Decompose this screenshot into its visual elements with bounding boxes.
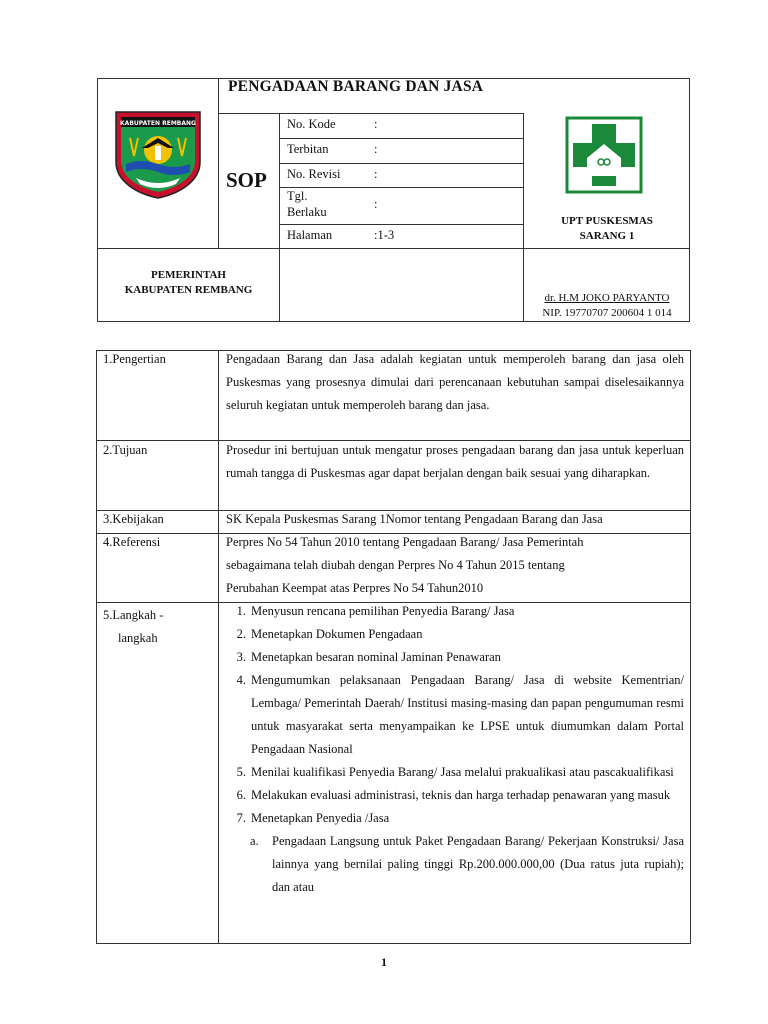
langkah-label-line-2: langkah [118, 631, 158, 645]
step-text: Menetapkan besaran nominal Jaminan Penawaran [251, 650, 501, 664]
list-item [226, 807, 684, 830]
pemerintah-label [97, 268, 280, 298]
signatory-nip: NIP. 19770707 200604 1 014 [542, 307, 672, 319]
list-item [226, 600, 684, 623]
sub-step-text: Pengadaan Langsung untuk Paket Pengadaan Barang/ Pekerjaan Konstruksi/ Jasa lainnya yang bernilai paling tinggi Rp.200.000.000,00 (Dua ratus juta rupiah); dan atau [272, 834, 684, 894]
list-item [226, 646, 684, 669]
field-colon-terbitan: : [374, 142, 378, 156]
langkah-label-line-1: 5.Langkah - [103, 608, 164, 622]
step-number: 2. [236, 627, 246, 641]
sop-label: SOP [226, 168, 267, 192]
sub-step-letter: a. [250, 834, 259, 848]
field-colon-berlaku: : [374, 197, 378, 211]
page-number: 1 [381, 955, 387, 969]
row-label-tujuan: 2.Tujuan [103, 443, 148, 457]
field-label-terbitan: Terbitan [287, 142, 329, 156]
signatory [524, 291, 690, 321]
field-colon-no-kode: : [374, 117, 378, 131]
step-text: Menyusun rencana pemilihan Penyedia Barang/ Jasa [251, 604, 515, 618]
step-number: 7. [236, 811, 246, 825]
row-label-langkah [103, 604, 163, 650]
referensi-line-2: sebagaimana telah diubah dengan Perpres No 4 Tahun 2015 tentang [226, 558, 565, 572]
field-label-no-revisi: No. Revisi [287, 167, 341, 181]
row-text-tujuan: Prosedur ini bertujuan untuk mengatur proses pengadaan barang dan jasa untuk keperluan rumah tangga di Puskesmas agar dapat berjalan dengan baik sesuai yang diharapkan. [226, 443, 684, 480]
step-number: 5. [236, 765, 246, 779]
row-label-kebijakan: 3.Kebijakan [103, 512, 164, 526]
step-text: Menetapkan Dokumen Pengadaan [251, 627, 423, 641]
upt-line-1: UPT PUSKESMAS [561, 215, 653, 227]
step-text: Menetapkan Penyedia /Jasa [251, 811, 390, 825]
row-text-pengertian: Pengadaan Barang dan Jasa adalah kegiatan untuk memperoleh barang dan jasa oleh Puskesmas yang prosesnya dimulai dari perencanaan kebutuhan sampai diselesaikannya seluruh kegiatan untuk memperoleh barang dan jasa. [226, 352, 684, 412]
list-item [226, 784, 684, 807]
field-label-tgl: Tgl. [287, 189, 308, 203]
list-item [226, 761, 684, 784]
row-text-kebijakan: SK Kepala Puskesmas Sarang 1Nomor tentang Pengadaan Barang dan Jasa [226, 512, 603, 526]
step-number: 1. [236, 604, 246, 618]
row-label-pengertian: 1.Pengertian [103, 352, 166, 366]
step-text: Melakukan evaluasi administrasi, teknis dan harga terhadap penawaran yang masuk [251, 788, 671, 802]
signatory-name: dr. H.M JOKO PARYANTO [544, 292, 670, 304]
pemda-line-2: KABUPATEN REMBANG [124, 284, 253, 296]
list-item [226, 623, 684, 646]
svg-text:KABUPATEN REMBANG: KABUPATEN REMBANG [120, 120, 196, 127]
row-label-referensi: 4.Referensi [103, 535, 161, 549]
step-number: 3. [236, 650, 246, 664]
field-colon-no-revisi: : [374, 167, 378, 181]
document-title: PENGADAAN BARANG DAN JASA [228, 78, 484, 95]
referensi-line-3: Perubahan Keempat atas Perpres No 54 Tahun2010 [226, 581, 484, 595]
pemda-line-1: PEMERINTAH [151, 269, 226, 281]
puskesmas-logo [565, 116, 643, 194]
field-label-berlaku: Berlaku [287, 205, 327, 219]
step-number: 6. [236, 788, 246, 802]
step-text: Menilai kualifikasi Penyedia Barang/ Jasa melalui prakualikasi atau pascakualifikasi [251, 765, 674, 779]
field-value-halaman: :1-3 [374, 228, 395, 242]
step-number: 4. [236, 673, 246, 687]
upt-line-2: SARANG 1 [579, 230, 635, 242]
field-label-no-kode: No. Kode [287, 117, 336, 131]
field-label-halaman: Halaman [287, 228, 333, 242]
step-text: Mengumumkan pelaksanaan Pengadaan Barang/ Jasa di website Kementrian/ Lembaga/ Pemerintah Daerah/ Institusi masing-masing dan papan pengumuman resmi untuk masyarakat serta menyampaikan ke LPSE untuk diumumkan dalam Portal Pengadaan Nasional [251, 673, 684, 756]
upt-puskesmas-label [524, 214, 690, 244]
steps-list [226, 600, 684, 899]
list-item [226, 669, 684, 761]
referensi-line-1: Perpres No 54 Tahun 2010 tentang Pengadaan Barang/ Jasa Pemerintah [226, 535, 584, 549]
kabupaten-rembang-logo [112, 108, 204, 200]
row-text-referensi [226, 531, 684, 600]
sub-list-item [226, 830, 684, 899]
